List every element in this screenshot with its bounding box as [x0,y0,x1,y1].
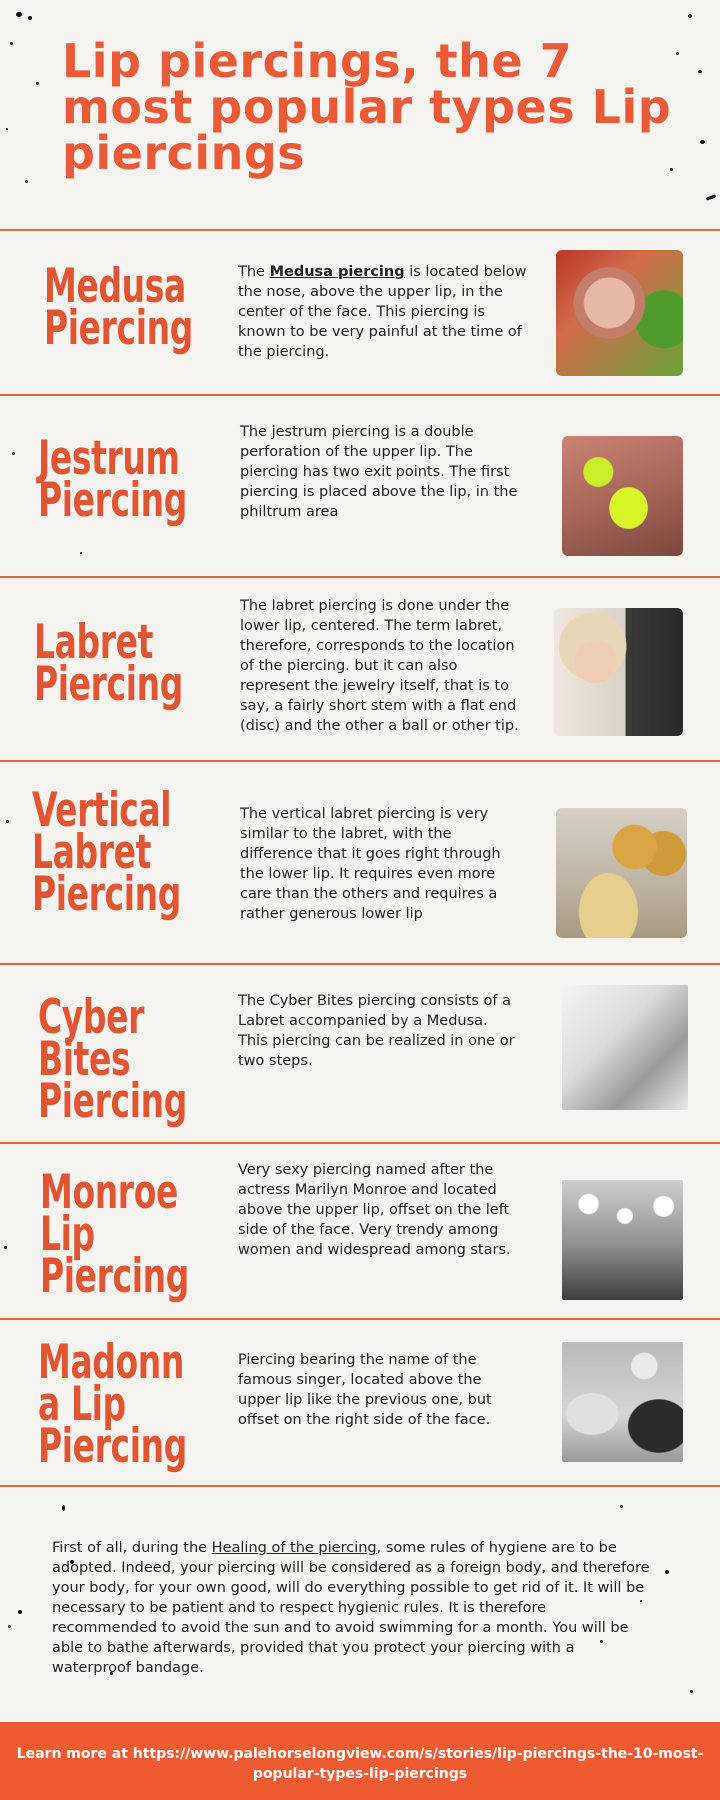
section-title: Vertical Labret Piercing [32,783,181,922]
construction-workers-photo [562,1180,683,1300]
section-madonna [0,1320,720,1485]
section-title: Madonn a Lip Piercing [38,1335,187,1474]
woman-with-glasses-photo [554,608,683,736]
section-vertical-labret [0,762,720,963]
section-title: Cyber Bites Piercing [38,990,187,1129]
section-medusa [0,232,720,394]
section-title: Jestrum Piercing [38,431,187,528]
section-description: The Medusa piercing is located below the nose, above the upper lip, in the center of the face. This piercing is known to be very painful at the time of the piercing. [238,264,527,360]
neon-lips-photo [562,436,683,556]
section-labret [0,578,720,760]
section-cyber-bites [0,965,720,1142]
section-description: The jestrum piercing is a double perforation of the upper lip. The piercing has two exit points. The first piercing is placed above the lip, in the philtrum area [240,424,518,520]
footer-bar [0,1722,720,1800]
healing-of-the-piercing-link[interactable]: Healing of the piercing [211,1540,377,1556]
medusa-piercing-link[interactable]: Medusa piercing [269,264,405,280]
section-description: The labret piercing is done under the lower lip, centered. The term labret, therefore, corresponds to the location of the piercing. but it can also represent the jewelry itself, that is to say, a fairly short stem with a flat end (disc) and the other a ball or other tip. [240,598,519,734]
section-title: Medusa Piercing [44,259,193,356]
section-jestrum [0,396,720,576]
section-description: Very sexy piercing named after the actress Marilyn Monroe and located above the upper lip, offset on the left side of the face. Very trendy among women and widespread among stars. [238,1162,511,1258]
page-title: Lip piercings, the 7 most popular types Lip piercings [62,34,672,180]
high-five-photo [562,1342,683,1462]
section-title: Labret Piercing [34,615,183,712]
learn-more-link[interactable]: Learn more at https://www.palehorselongview.com/s/stories/lip-piercings-the-10-most-popular-types-lip-piercings [16,1746,704,1782]
section-monroe [0,1144,720,1318]
woman-with-leaf-photo [556,250,683,376]
hand-drawing-photo [562,985,688,1110]
section-title: Monroe Lip Piercing [40,1165,189,1304]
section-divider [0,1485,720,1487]
section-description: Piercing bearing the name of the famous singer, located above the upper lip like the previous one, but offset on the right side of the face. [238,1352,492,1428]
balloons-25-photo [556,808,687,938]
section-divider [0,229,720,231]
section-description: The Cyber Bites piercing consists of a Labret accompanied by a Medusa. This piercing can be realized in one or two steps. [238,993,515,1069]
section-description: The vertical labret piercing is very similar to the labret, with the difference that it goes right through the lower lip. It requires even more care than the others and requires a rather generous lower lip [240,806,501,922]
healing-paragraph: First of all, during the Healing of the piercing, some rules of hygiene are to be adopted. Indeed, your piercing will be considered as a foreign body, and therefore your body, for your own good, will do everything possible to get rid of it. It will be necessary to be patient and to respect hygienic rules. It is therefore recommended to avoid the sun and to avoid swimming for a month. You will be able to bathe afterwards, provided that you protect your piercing with a waterproof bandage. [52,1540,650,1676]
